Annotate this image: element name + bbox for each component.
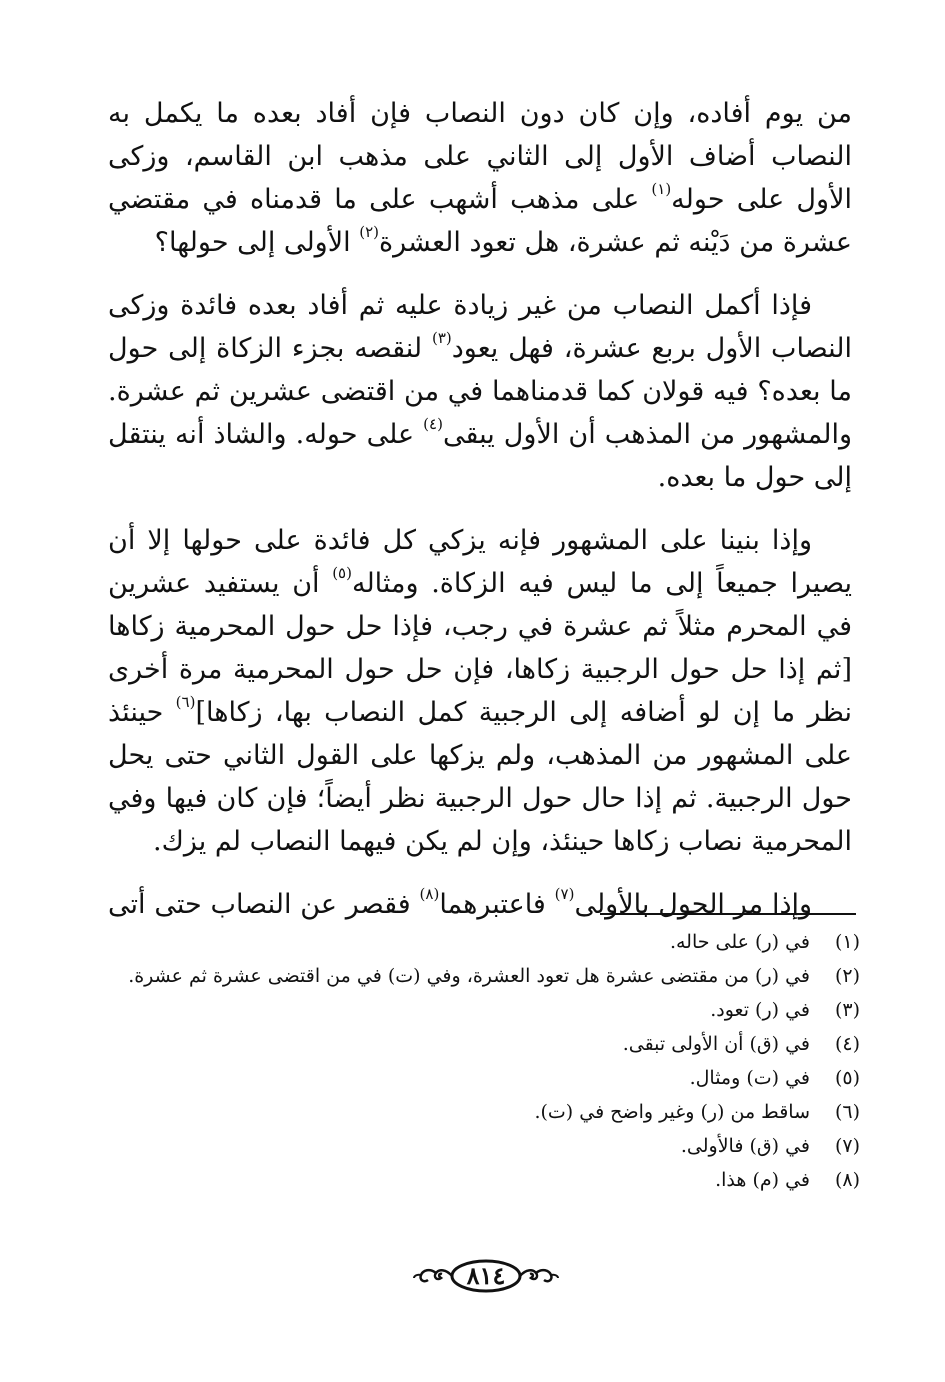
paragraph bbox=[108, 883, 852, 926]
footnote-number: (٦) bbox=[834, 1101, 860, 1123]
footnote-item bbox=[108, 1030, 860, 1059]
text-run: الأولى إلى حولها؟ bbox=[154, 227, 360, 258]
footnote-text: في (ر) من مقتضى عشرة هل تعود العشرة، وفي (ت) في من اقتضى عشرة ثم عشرة. bbox=[128, 965, 810, 987]
paragraph bbox=[108, 519, 852, 863]
footnotes-list bbox=[108, 928, 860, 1200]
footnote-number: (٨) bbox=[834, 1169, 860, 1191]
footnote-ref[interactable]: (٨) bbox=[419, 885, 440, 903]
footnote-item bbox=[108, 962, 860, 991]
text-run: لنقصه بجزء الزكاة إلى حول ما بعده؟ فيه قولان كما قدمناهما في من اقتضى عشرين ثم عشرة. والمشهور من المذهب أن الأول يبقى bbox=[108, 333, 853, 450]
footnote-item bbox=[108, 1132, 860, 1161]
text-run: فاعتبرهما bbox=[439, 889, 555, 920]
text-run: على مذهب أشهب على ما قدمناه في مقتضي عشرة من دَيْنه ثم عشرة، هل تعود العشرة bbox=[108, 184, 852, 258]
paragraph bbox=[108, 284, 852, 499]
text-run: من يوم أفاده، وإن كان دون النصاب فإن أفاد بعده ما يكمل به النصاب أضاف الأول إلى الثاني على مذهب ابن القاسم، وزكى الأول على حوله bbox=[108, 98, 852, 215]
footnote-ref[interactable]: (٤) bbox=[423, 415, 443, 433]
footnote-item bbox=[108, 996, 860, 1025]
footnote-item bbox=[108, 1166, 860, 1195]
footnote-number: (٢) bbox=[834, 965, 860, 987]
footnote-ref[interactable]: (١) bbox=[651, 180, 672, 198]
footnote-text: في (ر) تعود. bbox=[710, 999, 810, 1021]
footnote-ref[interactable]: (٣) bbox=[431, 329, 452, 347]
paragraph bbox=[108, 92, 852, 264]
footnote-text: في (ر) على حاله. bbox=[669, 931, 810, 953]
footnote-item bbox=[108, 928, 860, 957]
footnote-text: في (م) هذا. bbox=[715, 1169, 810, 1191]
footnote-ref[interactable]: (٦) bbox=[175, 693, 196, 711]
footnote-number: (٧) bbox=[834, 1135, 860, 1157]
footnote-ref[interactable]: (٧) bbox=[554, 885, 575, 903]
footnote-text: في (ق) فالأولى. bbox=[680, 1135, 810, 1157]
text-run: أن يستفيد عشرين في المحرم مثلاً ثم عشرة في رجب، فإذا حل حول المحرمية زكاها [ثم إذا حل حول الرجبية زكاها، فإن حل حول المحرمية مرة أخرى نظر ما إن لو أضافه إلى الرجبية كمل النصاب بها، زكاها] bbox=[108, 568, 852, 728]
text-run: وإذا مر الحول بالأولى bbox=[574, 889, 813, 920]
footnote-number: (٤) bbox=[834, 1033, 860, 1055]
main-text bbox=[108, 92, 852, 926]
footnote-ref[interactable]: (٢) bbox=[359, 223, 379, 241]
footnote-text: في (ق) أن الأولى تبقى. bbox=[622, 1033, 810, 1055]
text-run: فإذا أكمل النصاب من غير زيادة عليه ثم أفاد بعده فائدة وزكى النصاب الأول بربع عشرة، فهل يعود bbox=[108, 290, 852, 364]
footnote-text: ساقط من (ر) وغير واضح في (ت). bbox=[534, 1101, 810, 1123]
page-number: ٨١٤ bbox=[466, 1261, 506, 1290]
footnote-text: في (ت) ومثال. bbox=[689, 1067, 810, 1089]
footnote-number: (٣) bbox=[834, 999, 860, 1021]
footnote-separator bbox=[600, 913, 856, 915]
page-number-frame bbox=[412, 1256, 560, 1296]
footnote-item bbox=[108, 1064, 860, 1093]
text-run: وإذا بنينا على المشهور فإنه يزكي كل فائدة على حولها إلا أن يصيرا جميعاً إلى ما ليس فيه الزكاة. ومثاله bbox=[108, 525, 852, 599]
footnote-item bbox=[108, 1098, 860, 1127]
text-run: فقصر عن النصاب حتى أتى bbox=[108, 889, 420, 920]
footnote-number: (٥) bbox=[834, 1067, 860, 1089]
footnote-number: (١) bbox=[834, 931, 860, 953]
footnote-ref[interactable]: (٥) bbox=[332, 564, 352, 582]
text-run: على حوله. والشاذ أنه ينتقل إلى حول ما بعده. bbox=[108, 419, 852, 493]
text-run: حينئذ على المشهور من المذهب، ولم يزكها على القول الثاني حتى يحل حول الرجبية. ثم إذا حال حول الرجبية نظر أيضاً؛ فإن كان فيها وفي المحرمية نصاب زكاها حينئذ، وإن لم يكن فيهما النصاب لم يزك. bbox=[108, 697, 852, 857]
